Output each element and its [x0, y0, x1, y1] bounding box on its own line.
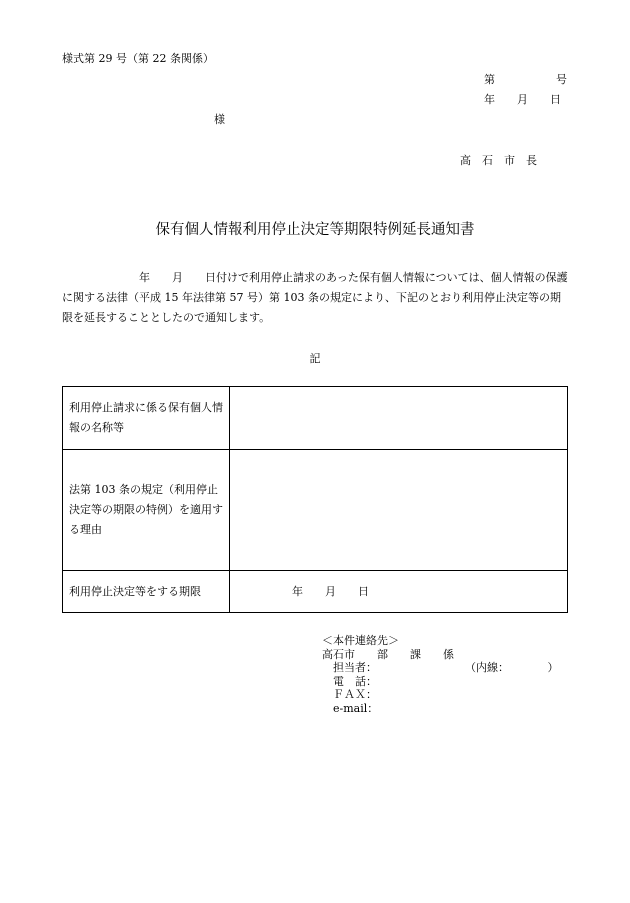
- document-title: 保有個人情報利用停止決定等期限特例延長通知書: [155, 222, 475, 238]
- row-value-info-name: [230, 387, 568, 450]
- info-table: [62, 386, 568, 613]
- row-value-reason: [230, 450, 568, 571]
- table-row: [63, 387, 568, 450]
- contact-org: 高石市 部 課 係: [322, 647, 454, 661]
- contact-person: 担当者： （内線： ）: [333, 661, 559, 674]
- table-row: [63, 450, 568, 571]
- document-number-suffix: 号: [556, 73, 567, 86]
- document-number-prefix: 第: [484, 73, 495, 86]
- issue-date: 年 月 日: [484, 93, 561, 106]
- body-text: 年 月 日付けで利用停止請求のあった保有個人情報については、個人情報の保護に関する法律（平成 15 年法律第 57 号）第 103 条の規定により、下記のとおり利用停止決定等の期限を延長することとしたので通知します。: [62, 271, 568, 324]
- table-row: [63, 571, 568, 613]
- ki-heading: 記: [309, 352, 321, 365]
- contact-phone: 電 話：: [333, 674, 377, 688]
- sender-mayor: 高 石 市 長: [460, 154, 537, 167]
- row-label-info-name: 利用停止請求に係る保有個人情報の名称等: [63, 387, 230, 450]
- contact-header: ＜本件連絡先＞: [322, 634, 399, 647]
- row-value-deadline: 年 月 日: [230, 571, 568, 613]
- addressee-honorific: 様: [214, 113, 225, 126]
- contact-block: [322, 634, 559, 715]
- row-label-reason: 法第 103 条の規定（利用停止決定等の期限の特例）を適用する理由: [63, 450, 230, 571]
- form-number: 様式第 29 号（第 22 条関係）: [62, 52, 214, 65]
- contact-fax: ＦＡＸ：: [333, 688, 377, 701]
- contact-email: e-mail：: [333, 701, 379, 715]
- row-label-deadline: 利用停止決定等をする期限: [63, 571, 230, 613]
